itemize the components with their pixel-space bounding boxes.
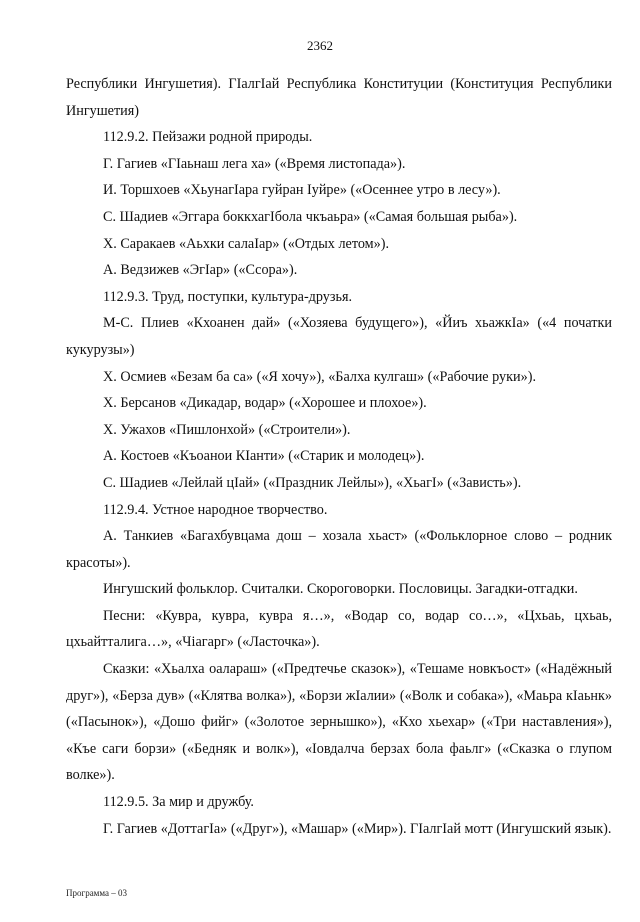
list-item: А. Ведзижев «ЭгIар» («Ссора»). — [103, 262, 298, 279]
list-item: Х. Ужахов «Пишлонхой» («Строители»). — [103, 421, 351, 438]
list-item: Х. Берсанов «Дикадар, водар» («Хорошее и плохое»). — [103, 395, 427, 412]
list-item: Ингушский фольклор. Считалки. Скороговорки. Пословицы. Загадки-отгадки. — [103, 581, 578, 598]
list-item: И. Торшхоев «ХьунагIара гуйран Iуйре» («Осеннее утро в лесу»). — [103, 182, 501, 199]
section-heading-112-9-2: 112.9.2. Пейзажи родной природы. — [103, 129, 313, 146]
list-item: Песни: «Кувра, кувра, кувра я…», «Водар со, водар со…», «Цхьаь, цхьаь, цхьайтталига…», «Чiагарг» («Ласточка»). — [66, 607, 612, 651]
list-item: А. Костоев «Къоанои КIанти» («Старик и молодец»). — [103, 448, 425, 465]
list-item: С. Шадиев «Эггара боккхагIбола чкъаьра» («Самая большая рыба»). — [103, 208, 518, 225]
section-heading-112-9-4: 112.9.4. Устное народное творчество. — [103, 501, 328, 518]
list-item: А. Танкиев «Багахбувцама дош – хозала хьаст» («Фольклорное слово – родник красоты»). — [66, 528, 612, 571]
list-item: Х. Саракаев «Аьхки салаIар» («Отдых летом»). — [103, 235, 389, 252]
section-heading-112-9-5: 112.9.5. За мир и дружбу. — [103, 794, 254, 811]
paragraph-continuation: Республики Ингушетия). ГIалгIай Республика Конституции (Конституция Республики Ингушетия) — [66, 76, 612, 119]
page-number: 2362 — [307, 38, 333, 53]
list-item: Сказки: «Хьалха оалараш» («Предтечье сказок»), «Тешаме новкъост» («Надёжный друг»), «Берза дув» («Клятва волка»), «Борзи жIалии» («Волк и собака»), «Маьра кIаьнк» («Пасынок»), «Дошо фийг» («Золотое зернышко»), «Кхо хьехар» («Три наставления»), «Къе саги борзи» («Бедняк и волк»), «Iовдалча берзах бола фаьлг» («Сказка о глупом волке»). — [66, 661, 612, 784]
list-item: М-С. Плиев «Кхоанен дай» («Хозяева будущего»), «Йиъ хьажкIа» («4 початки кукурузы») — [66, 315, 612, 358]
list-item: Г. Гагиев «ДоттагIа» («Друг»), «Машар» («Мир»). ГIалгIай мотт (Ингушский язык). — [103, 820, 612, 837]
page-footer: Программа – 03 — [66, 888, 128, 898]
list-item: С. Шадиев «Лейлай цIай» («Праздник Лейлы»), «ХьагI» («Зависть»). — [103, 474, 522, 491]
list-item: Х. Осмиев «Безам ба са» («Я хочу»), «Балха кулгаш» («Рабочие руки»). — [103, 368, 536, 385]
list-item: Г. Гагиев «ГIаьнаш лега ха» («Время листопада»). — [103, 155, 406, 172]
section-heading-112-9-3: 112.9.3. Труд, поступки, культура-друзья. — [103, 288, 353, 305]
document-body — [66, 71, 612, 842]
